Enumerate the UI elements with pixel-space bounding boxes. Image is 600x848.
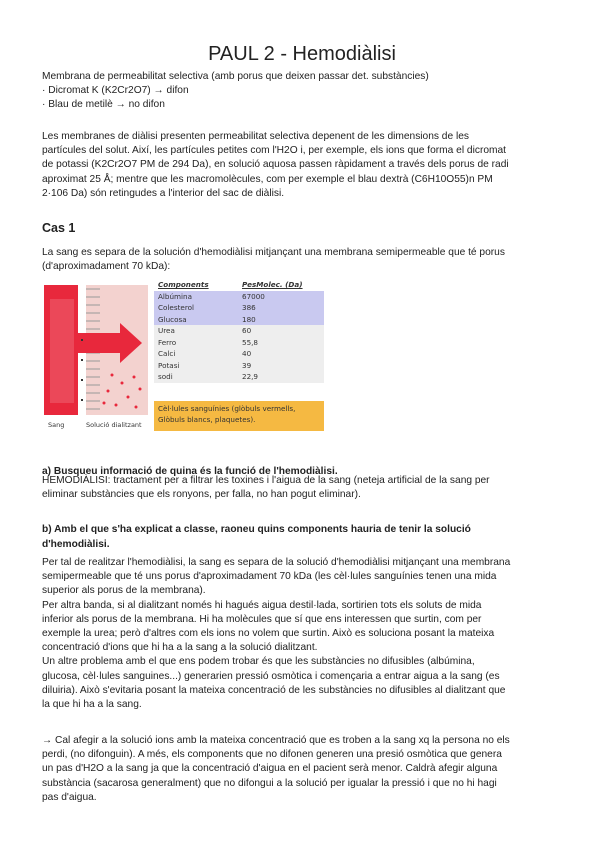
conclusion-line: un pas d'H2O a la sang ja que la concentració d'aigua en el pacient serà menor. Caldrà afegir alguna: [42, 763, 498, 775]
answer-a-line: eliminar substàncies que els ronyons, per falla, no han pogut eliminar).: [42, 489, 361, 501]
table-row: Albúmina 67000: [154, 291, 324, 303]
answer-b-line: Per altra banda, si al dialitzant només hi hagués aigua destil·lada, sortirien tots els soluts de mida: [42, 599, 482, 611]
case-line: La sang es separa de la solución d'hemodiàlisi mitjançant una membrana semipermeable que té porus: [42, 247, 505, 258]
membrane-paragraph: [42, 130, 509, 201]
paragraph-line: de potassi (K2Cr2O7 PM de 294 Da), en solució aquosa passen ràpidament a través dels porus de radi: [42, 159, 509, 171]
conclusion-line: substància (sacarosa generalment) que no difongui a la solució per igualar la pressió i que no hi hagi: [42, 777, 497, 789]
label-sang: Sang: [48, 421, 65, 429]
paragraph-line: partícules del solut. Així, les partícules petites com l'H2O i, per exemple, els ions que forma el dicromat: [42, 145, 506, 157]
label-solucio: Solució dialitzant: [86, 421, 142, 429]
table-row: sodi 22,9: [154, 371, 324, 383]
conclusion: [42, 734, 510, 805]
case-intro: [42, 246, 505, 274]
answer-b-line: inferior als porus de la membrana. Hi ha molècules que sí que ens interessen que surtin, com per: [42, 613, 482, 625]
answer-a-line: HEMODIÀLISI: tractament per a filtrar les toxines i l'aigua de la sang (neteja artificial de la sang per: [42, 475, 490, 486]
conclusion-line: perdi, (no difonguin). A més, els components que no difonen generen una presió osmòtica que genera: [42, 749, 502, 761]
question-b-line: d'hemodiàlisi.: [42, 539, 110, 550]
paragraph-line: aproximat 25 Å; mentre que les macromolècules, com per exemple el blau dextrà (C6H10O55)n PM: [42, 173, 493, 185]
answer-b-line: glucosa, cèl·lules sanguines...) generarien pressió osmòtica i començaria a entrar aigua a la sang (es: [42, 670, 500, 682]
dialysis-figure: [42, 279, 332, 431]
conclusion-line: pas d'aigua.: [42, 791, 97, 803]
table-row: Urea 60: [154, 325, 324, 337]
answer-b: [42, 556, 510, 712]
table-row: Ferro 55,8: [154, 337, 324, 349]
table-row: Potasi 39: [154, 360, 324, 372]
dialysis-diagram: [42, 279, 152, 431]
paragraph-line: 2·106 Da) són retingudes a l'interior del sac de diàlisi.: [42, 187, 285, 199]
table-row: Glucosa 180: [154, 314, 324, 326]
table-header: Components PesMolec. (Da): [158, 280, 303, 289]
intro-line: · Blau de metilè → no difon: [42, 99, 165, 111]
components-table: [154, 279, 324, 383]
answer-a: [42, 474, 490, 502]
intro-line: Membrana de permeabilitat selectiva (amb porus que deixen passar det. substàncies): [42, 71, 429, 82]
page-title: PAUL 2 - Hemodiàlisi: [208, 43, 396, 65]
paragraph-line: Les membranes de diàlisi presenten permeabilitat selectiva depenent de les dimensions de les: [42, 131, 469, 142]
table-row: Colesterol 386: [154, 302, 324, 314]
answer-b-line: Un altre problema amb el que ens podem trobar és que les substàncies no difusibles (albúmina,: [42, 656, 475, 668]
answer-b-line: concentració d'ions que hi ha a la sang a la solució dialitzant.: [42, 642, 318, 654]
case-heading: Cas 1: [42, 221, 76, 235]
conclusion-line: → Cal afegir a la solució ions amb la mateixa concentració que es troben a la sang xq la persona no els: [42, 735, 510, 746]
table-row: Calci 40: [154, 348, 324, 360]
answer-b-line: semipermeable que té uns porus d'aproximadament 70 kDa (les cèl·lules sanguínies tenen una mida: [42, 571, 497, 583]
question-a: a) Busqueu informació de quina és la funció de l'hemodiàlisi.: [42, 466, 338, 478]
answer-b-line: diluiria). Això s'evitaria posant la mateixa concentració de les substàncies no difusibles al dialitzant que: [42, 684, 506, 696]
intro-block: [42, 70, 429, 113]
answer-b-line: superior als porus de la membrana).: [42, 585, 206, 597]
answer-b-line: exemple la urea; però d'altres com els ions no volem que surtin. Això es soluciona posant la mateixa: [42, 628, 495, 640]
case-line: (d'aproximadament 70 kDa):: [42, 261, 171, 273]
question-b: [42, 522, 471, 552]
answer-b-line: Per tal de realitzar l'hemodiàlisi, la sang es separa de la solució d'hemodiàlisi mitjançant una membrana: [42, 557, 511, 568]
intro-line: · Dicromat K (K2Cr2O7) → difon: [42, 85, 189, 97]
cell-note: Cèl·lules sanguínies (glòbuls vermells, Glòbuls blancs, plaquetes).: [154, 401, 324, 431]
answer-b-line: la que hi ha a la sang.: [42, 699, 142, 711]
question-b-line: b) Amb el que s'ha explicat a classe, raoneu quins components hauria de tenir la solució: [42, 524, 471, 535]
